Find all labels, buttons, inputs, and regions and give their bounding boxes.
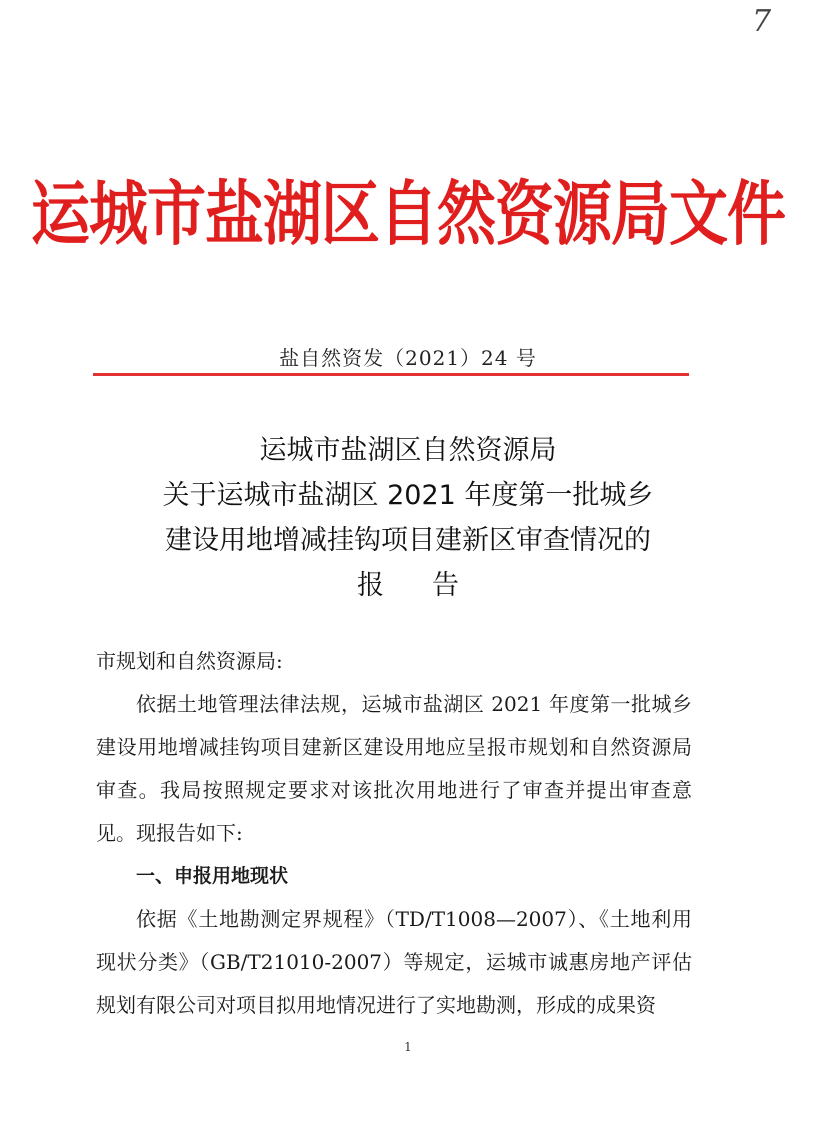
report-title xyxy=(0,428,816,608)
title-line-3: 建设用地增减挂钩项目建新区审查情况的 xyxy=(165,525,651,556)
document-body xyxy=(96,640,692,1027)
section-heading-1: 一、申报用地现状 xyxy=(136,865,289,887)
paragraph-1: 依据土地管理法律法规，运城市盐湖区 2021 年度第一批城乡建设用地增减挂钩项目建新区建设用地应呈报市规划和自然资源局审查。我局按照规定要求对该批次用地进行了审查并提出审查意见。现报告如下: xyxy=(96,692,692,845)
title-line-1: 运城市盐湖区自然资源局 xyxy=(259,435,557,466)
title-line-4: 报告 xyxy=(357,570,507,601)
red-divider-rule xyxy=(93,373,689,376)
salutation: 市规划和自然资源局: xyxy=(96,649,283,673)
document-masthead: 运城市盐湖区自然资源局文件 xyxy=(30,173,785,255)
document-number: 盐自然资发（2021）24 号 xyxy=(279,346,537,370)
footer-page-number: 1 xyxy=(404,1040,412,1054)
handwritten-page-mark: 7 xyxy=(752,4,772,39)
paragraph-2: 依据《土地勘测定界规程》（TD/T1008—2007）、《土地利用现状分类》（GB/T21010-2007）等规定，运城市诚惠房地产评估规划有限公司对项目拟用地情况进行了实地勘测，形成的成果资 xyxy=(96,907,692,1017)
title-line-2: 关于运城市盐湖区 2021 年度第一批城乡 xyxy=(162,480,654,511)
